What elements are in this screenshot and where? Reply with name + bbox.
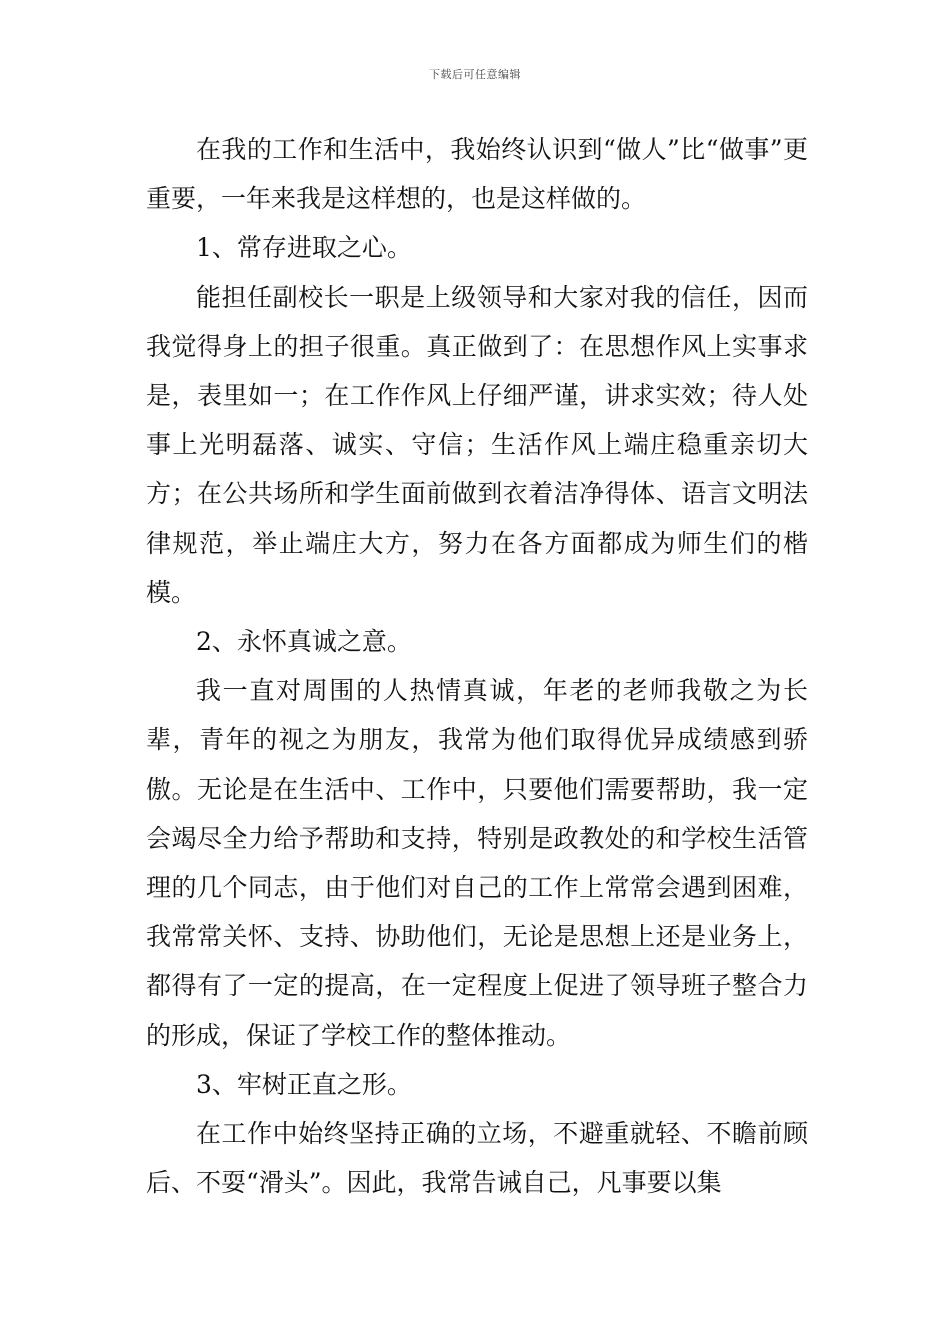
document-body: [146, 125, 808, 1207]
header-note: 下载后可任意编辑: [429, 68, 521, 81]
paragraph-section-1: 能担任副校长一职是上级领导和大家对我的信任，因而我觉得身上的担子很重。真正做到了：在思想作风上实事求是，表里如一；在工作作风上仔细严谨，讲求实效；待人处事上光明磊落、诚实、守信；生活作风上端庄稳重亲切大方；在公共场所和学生面前做到衣着洁净得体、语言文明法律规范，举止端庄大方，努力在各方面都成为师生们的楷模。: [146, 282, 808, 607]
section-heading-1: 1、常存进取之心。: [196, 233, 412, 263]
paragraph-intro: 在我的工作和生活中，我始终认识到“做人”比“做事”更重要，一年来我是这样想的，也是这样做的。: [146, 135, 809, 214]
section-heading-3: 3、牢树正直之形。: [196, 1069, 412, 1099]
paragraph-section-2: 我一直对周围的人热情真诚，年老的老师我敬之为长辈，青年的视之为朋友，我常为他们取得优异成绩感到骄傲。无论是在生活中、工作中，只要他们需要帮助，我一定会竭尽全力给予帮助和支持，特别是政教处的和学校生活管理的几个同志，由于他们对自己的工作上常常会遇到困难，我常常关怀、支持、协助他们，无论是思想上还是业务上，都得有了一定的提高，在一定程度上促进了领导班子整合力的形成，保证了学校工作的整体推动。: [146, 676, 808, 1050]
paragraph-section-3: 在工作中始终坚持正确的立场，不避重就轻、不瞻前顾后、不耍“滑头”。因此，我常告诫自己，凡事要以集: [146, 1119, 808, 1198]
section-heading-2: 2、永怀真诚之意。: [196, 627, 412, 657]
